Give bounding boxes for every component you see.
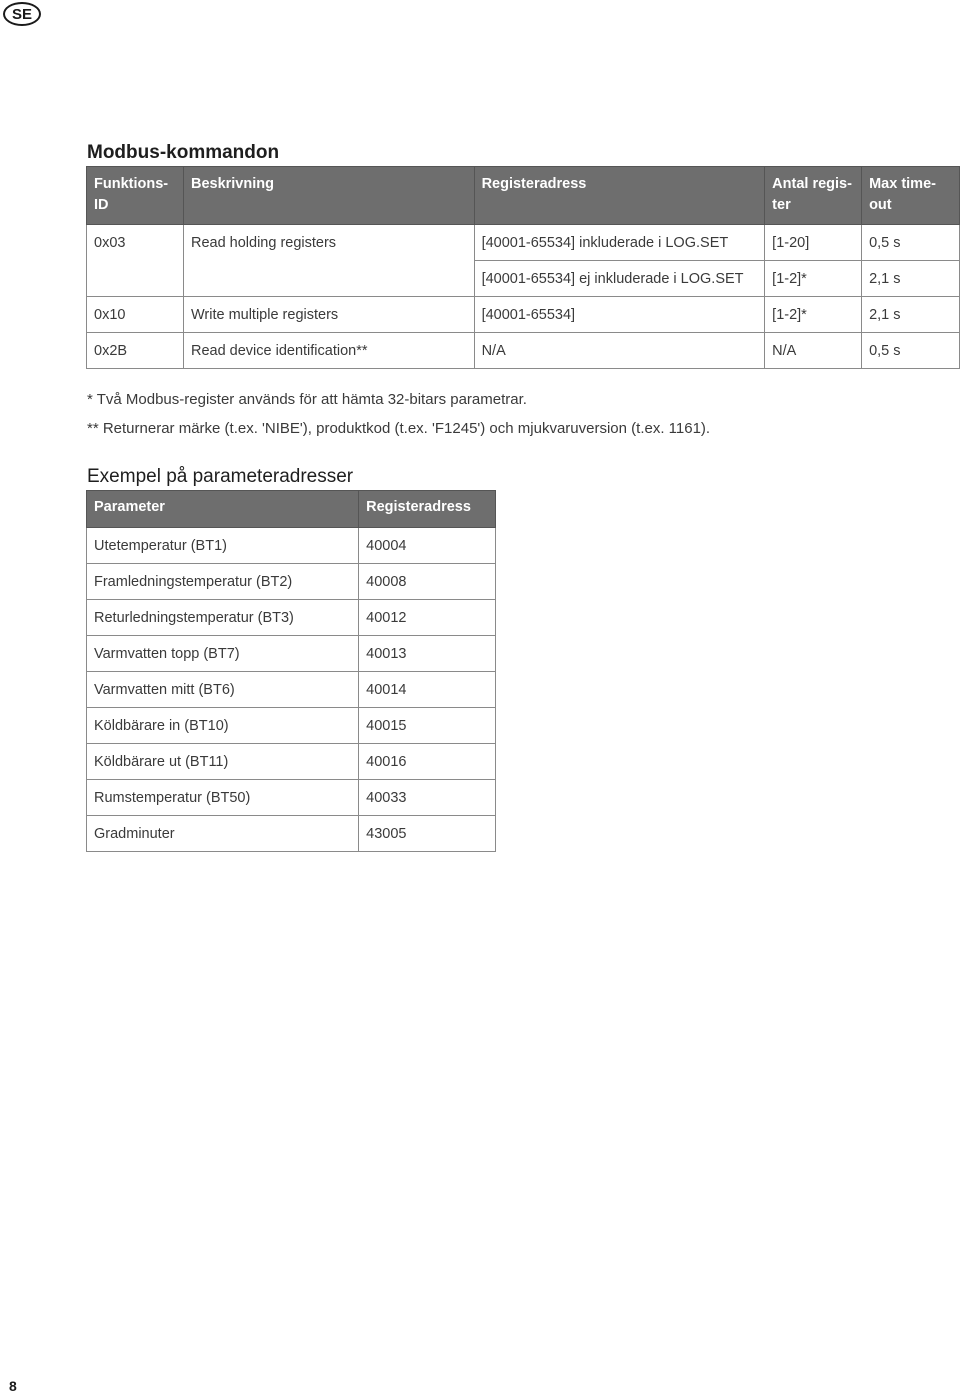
table-row [87,528,496,564]
cell-function-id: 0x2B [87,333,184,369]
cell-address: 43005 [359,816,496,852]
footnote-32bit: * Två Modbus-register används för att hämta 32-bitars parametrar. [87,391,527,408]
header-function-id: Funktions- ID [87,167,184,225]
cell-address: 40033 [359,780,496,816]
cell-max-timeout: 2,1 s [862,297,960,333]
table-header-row [87,167,960,225]
cell-register-address: [40001-65534] ej inkluderade i LOG.SET [474,261,765,297]
cell-function-id: 0x10 [87,297,184,333]
cell-address: 40012 [359,600,496,636]
table-row [87,225,960,261]
table-row [87,708,496,744]
cell-register-count: [1-20] [765,225,862,261]
table-row [87,333,960,369]
cell-function-id [87,261,184,297]
cell-register-count: [1-2]* [765,261,862,297]
cell-address: 40016 [359,744,496,780]
modbus-commands-table [86,166,960,369]
table-row [87,297,960,333]
cell-description [183,261,474,297]
table-header-row [87,491,496,528]
header-parameter: Parameter [87,491,359,528]
cell-parameter: Köldbärare in (BT10) [87,708,359,744]
page-number: 8 [9,1378,17,1394]
header-register-address: Registeradress [359,491,496,528]
cell-parameter: Gradminuter [87,816,359,852]
cell-parameter: Köldbärare ut (BT11) [87,744,359,780]
cell-register-address: N/A [474,333,765,369]
cell-address: 40014 [359,672,496,708]
cell-max-timeout: 2,1 s [862,261,960,297]
table-row [87,744,496,780]
cell-parameter: Rumstemperatur (BT50) [87,780,359,816]
cell-address: 40013 [359,636,496,672]
footnote-device-id: ** Returnerar märke (t.ex. 'NIBE'), produktkod (t.ex. 'F1245') och mjukvaruversion (t.ex. 1161). [87,420,711,437]
cell-address: 40008 [359,564,496,600]
cell-register-address: [40001-65534] [474,297,765,333]
section-title-modbus-commands: Modbus-kommandon [87,142,280,163]
section-title-text: Exempel på parameteradresser [87,466,354,487]
cell-max-timeout: 0,5 s [862,225,960,261]
cell-description: Read holding registers [183,225,474,261]
table-row [87,600,496,636]
table-row [87,636,496,672]
cell-address: 40015 [359,708,496,744]
cell-address: 40004 [359,528,496,564]
header-register-count: Antal regis- ter [765,167,862,225]
cell-parameter: Returledningstemperatur (BT3) [87,600,359,636]
language-badge: SE [3,2,41,26]
cell-parameter: Varmvatten topp (BT7) [87,636,359,672]
header-register-address: Registeradress [474,167,765,225]
cell-parameter: Utetemperatur (BT1) [87,528,359,564]
cell-description: Read device identification** [183,333,474,369]
parameter-address-table [86,490,496,852]
cell-max-timeout: 0,5 s [862,333,960,369]
cell-register-count: N/A [765,333,862,369]
cell-parameter: Varmvatten mitt (BT6) [87,672,359,708]
cell-description: Write multiple registers [183,297,474,333]
cell-parameter: Framledningstemperatur (BT2) [87,564,359,600]
table-row [87,780,496,816]
table-row [87,564,496,600]
cell-function-id: 0x03 [87,225,184,261]
header-max-timeout: Max time- out [862,167,960,225]
header-description: Beskrivning [183,167,474,225]
table-row [87,672,496,708]
cell-register-address: [40001-65534] inkluderade i LOG.SET [474,225,765,261]
table-row [87,261,960,297]
cell-register-count: [1-2]* [765,297,862,333]
table-row [87,816,496,852]
section-title-parameter-examples [87,466,353,488]
